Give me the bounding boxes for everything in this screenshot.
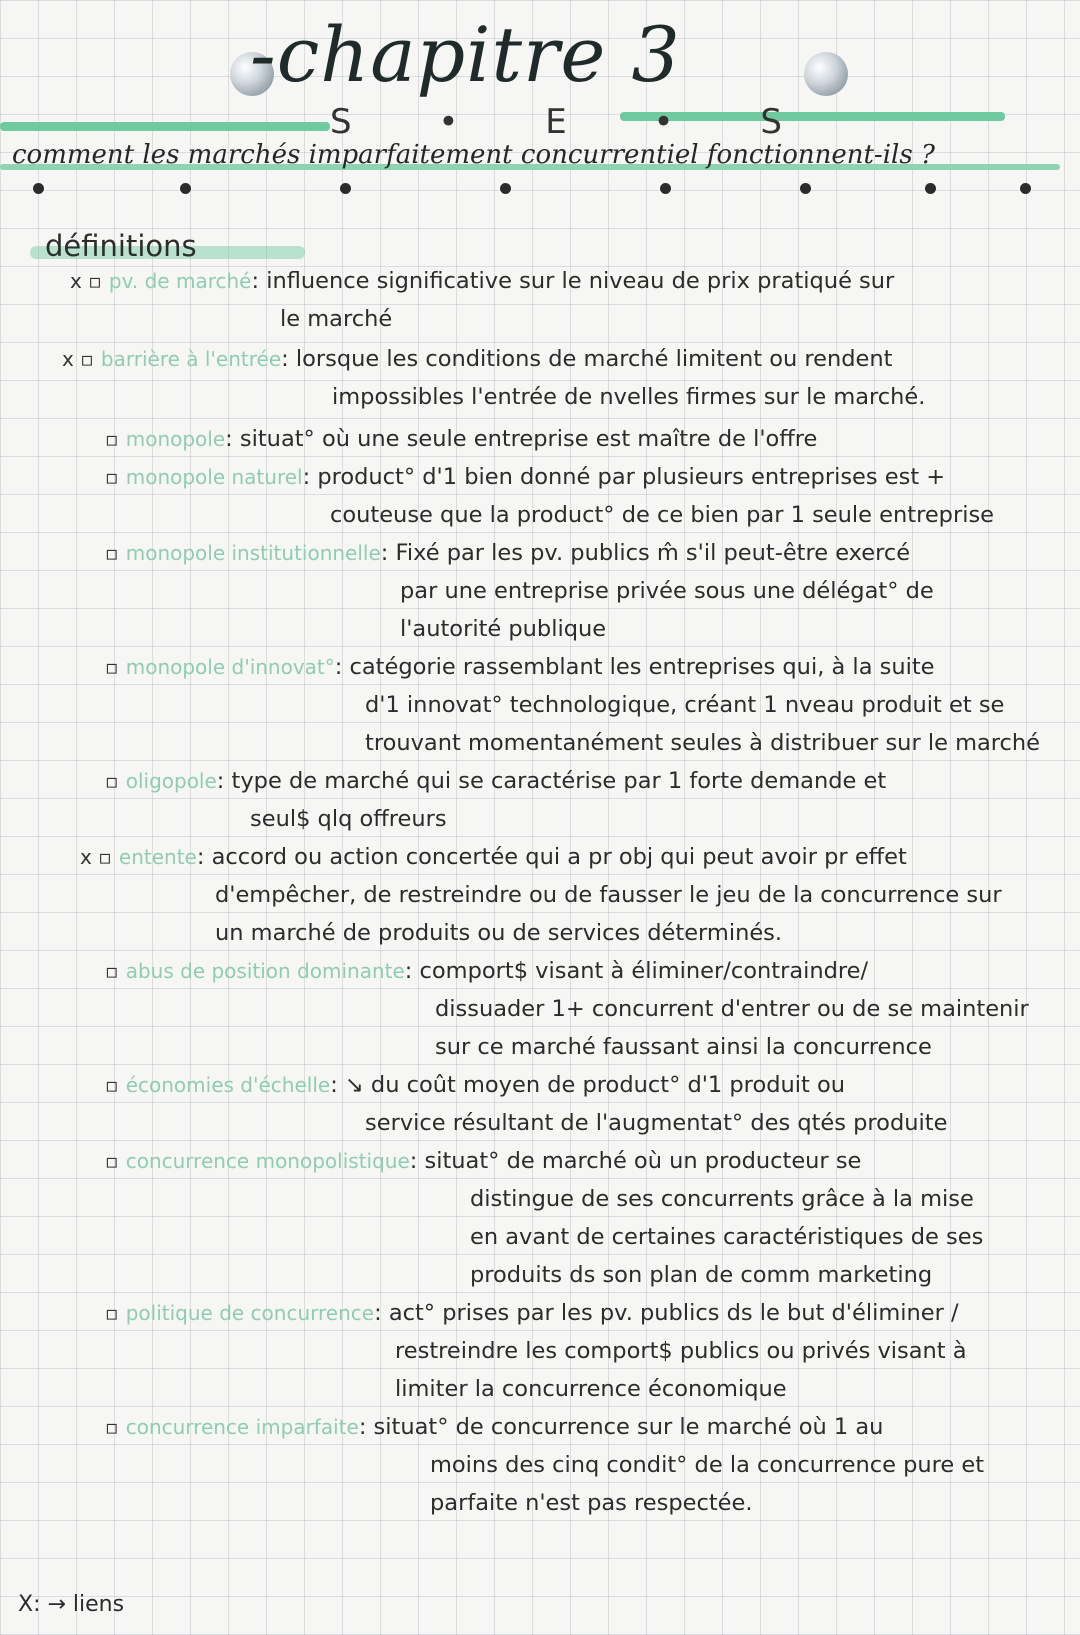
dot-1 bbox=[33, 183, 44, 194]
definition-pv-marche: x ▫ pv. de marché: influence significative sur le niveau de prix pratiqué sur le marché bbox=[70, 268, 895, 332]
definition-barriere-entree: x ▫ barrière à l'entrée: lorsque les conditions de marché limitent ou rendent impossibles l'entrée de nvelles firmes sur le marché. bbox=[62, 346, 926, 410]
definition-concurrence-imparfaite: ▫ concurrence imparfaite: situat° de concurrence sur le marché où 1 au moins des cinq condit° de la concurrence pure et parfaite n'est pas respectée. bbox=[105, 1414, 985, 1516]
definition-monopole-naturel: ▫ monopole naturel: product° d'1 bien donné par plusieurs entreprises est + couteuse que la product° de ce bien par 1 seule entreprise bbox=[105, 464, 995, 528]
bubble-right-icon bbox=[804, 52, 848, 96]
dot-5 bbox=[660, 183, 671, 194]
dot-4 bbox=[500, 183, 511, 194]
dot-7 bbox=[925, 183, 936, 194]
dot-2 bbox=[180, 183, 191, 194]
dot-6 bbox=[800, 183, 811, 194]
chapter-question: comment les marchés imparfaitement concurrentiel fonctionnent-ils ? bbox=[12, 140, 935, 170]
title-underline-left bbox=[0, 122, 330, 131]
section-title: définitions bbox=[45, 229, 197, 263]
dot-3 bbox=[340, 183, 351, 194]
definition-politique-concurrence: ▫ politique de concurrence: act° prises par les pv. publics ds le but d'éliminer / restreindre les comport$ publics ou privés visant à limiter la concurrence économique bbox=[105, 1300, 967, 1402]
definition-economies-echelle: ▫ économies d'échelle: ↘ du coût moyen de product° d'1 produit ou service résultant de l'augmentat° des qtés produite bbox=[105, 1072, 948, 1136]
definition-abus-position-dominante: ▫ abus de position dominante: comport$ visant à éliminer/contraindre/ dissuader 1+ concurrent d'entrer ou de se maintenir sur ce marché faussant ainsi la concurrence bbox=[105, 958, 1029, 1060]
page-title: -chapitre 3 bbox=[250, 10, 681, 99]
definition-concurrence-monopolistique: ▫ concurrence monopolistique: situat° de marché où un producteur se distingue de ses concurrents grâce à la mise en avant de certaines caractéristiques de ses produits ds son plan de comm marketing bbox=[105, 1148, 984, 1288]
definition-monopole-innovation: ▫ monopole d'innovat°: catégorie rassemblant les entreprises qui, à la suite d'1 innovat° technologique, créant 1 nveau produit et se trouvant momentanément seules à distribuer sur le marché bbox=[105, 654, 1041, 756]
dot-8 bbox=[1020, 183, 1031, 194]
definition-entente: x ▫ entente: accord ou action concertée qui a pr obj qui peut avoir pr effet d'empêcher, de restreindre ou de fausser le jeu de la concurrence sur un marché de produits ou de services déterminés. bbox=[80, 844, 1002, 946]
definition-monopole: ▫ monopole: situat° où une seule entreprise est maître de l'offre bbox=[105, 426, 818, 452]
definition-monopole-institutionnel: ▫ monopole institutionnelle: Fixé par les pv. publics m̂ s'il peut-être exercé par une entreprise privée sous une délégat° de l'autorité publique bbox=[105, 540, 934, 642]
subject-label: S • E • S bbox=[330, 102, 820, 142]
definition-oligopole: ▫ oligopole: type de marché qui se caractérise par 1 forte demande et seul$ qlq offreurs bbox=[105, 768, 887, 832]
legend-note: X: → liens bbox=[18, 1592, 125, 1617]
